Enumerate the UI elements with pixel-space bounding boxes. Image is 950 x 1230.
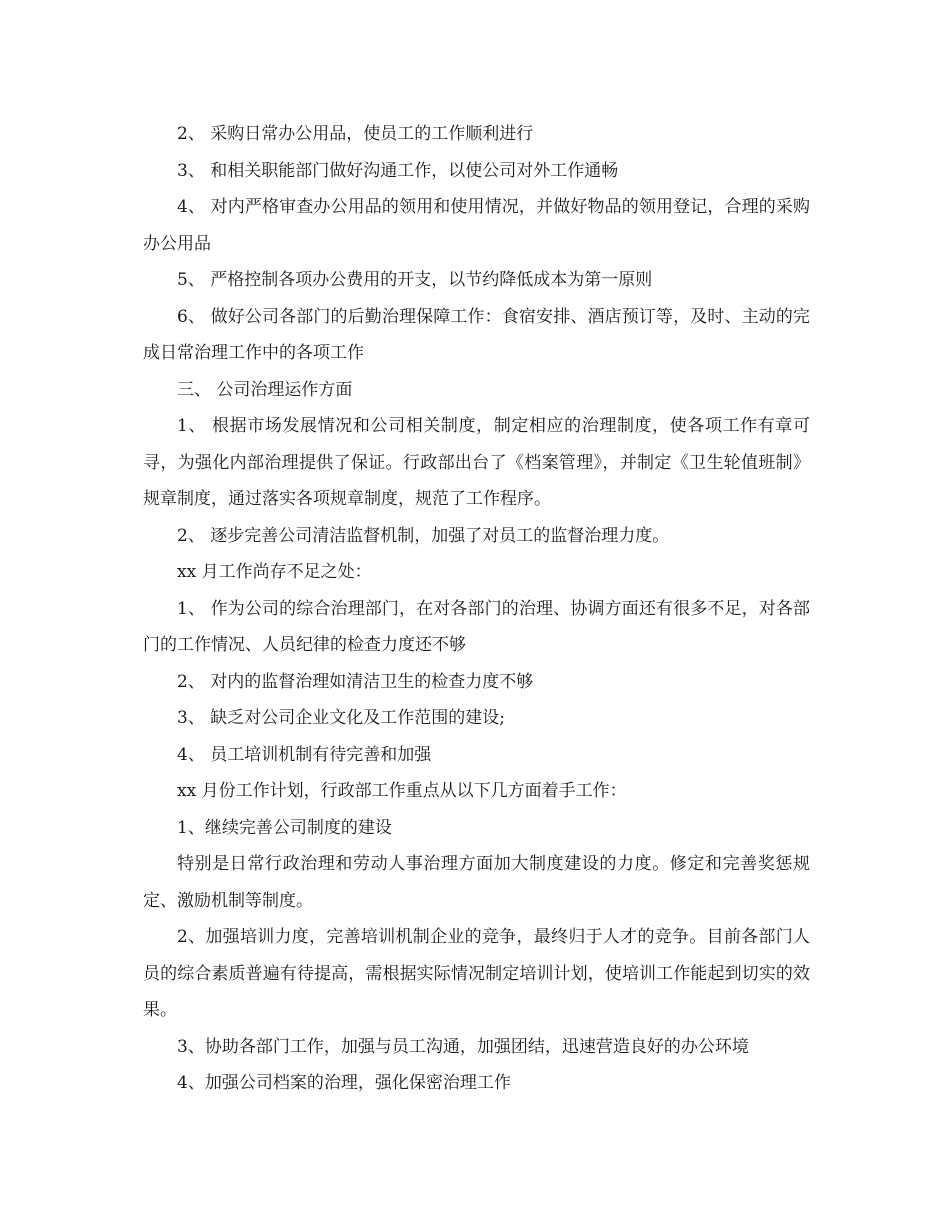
paragraph-11: 2、 对内的监督治理如清洁卫生的检查力度不够 — [177, 671, 534, 692]
paragraph-17: 2、加强培训力度，完善培训机制企业的竞争，最终归于人才的竞争。目前各部门人员的综合素质普遍有待提高，需根据实际情况制定培训计划，使培训工作能起到切实的效果。 — [143, 927, 810, 1020]
paragraph-3: 4、 对内严格审查办公用品的领用和使用情况，并做好物品的领用登记，合理的采购办公用品 — [143, 197, 810, 254]
paragraph-15: 1、继续完善公司制度的建设 — [177, 817, 392, 838]
paragraph-1: 2、 采购日常办公用品，使员工的工作顺利进行 — [177, 124, 534, 144]
paragraph-2: 3、 和相关职能部门做好沟通工作，以使公司对外工作通畅 — [177, 160, 619, 181]
paragraph-5: 6、 做好公司各部门的后勤治理保障工作：食宿安排、酒店预订等，及时、主动的完成日常治理工作中的各项工作 — [143, 306, 810, 363]
section-heading: 三、 公司治理运作方面 — [177, 379, 353, 400]
paragraph-10: 1、 作为公司的综合治理部门，在对各部门的治理、协调方面还有很多不足，对各部门的工作情况、人员纪律的检查力度还不够 — [143, 598, 810, 655]
paragraph-8: 2、 逐步完善公司清洁监督机制，加强了对员工的监督治理力度。 — [177, 525, 670, 546]
document-body — [143, 116, 810, 1102]
paragraph-19: 4、加强公司档案的治理，强化保密治理工作 — [177, 1073, 511, 1093]
paragraph-12: 3、 缺乏对公司企业文化及工作范围的建设; — [177, 708, 505, 728]
paragraph-4: 5、 严格控制各项办公费用的开支，以节约降低成本为第一原则 — [177, 270, 653, 290]
paragraph-13: 4、 员工培训机制有待完善和加强 — [177, 744, 432, 765]
paragraph-7: 1、 根据市场发展情况和公司相关制度，制定相应的治理制度，使各项工作有章可寻，为强化内部治理提供了保证。行政部出台了《档案管理》，并制定《卫生轮值班制》规章制度，通过落实各项规章制度，规范了工作程序。 — [143, 416, 810, 509]
paragraph-16: 特别是日常行政治理和劳动人事治理方面加大制度建设的力度。修定和完善奖惩规定、激励机制等制度。 — [143, 854, 810, 911]
shortcomings-heading: xx 月工作尚存不足之处： — [177, 562, 372, 582]
paragraph-18: 3、协助各部门工作，加强与员工沟通，加强团结，迅速营造良好的办公环境 — [177, 1036, 749, 1057]
plan-heading: xx 月份工作计划，行政部工作重点从以下几方面着手工作： — [177, 781, 627, 801]
